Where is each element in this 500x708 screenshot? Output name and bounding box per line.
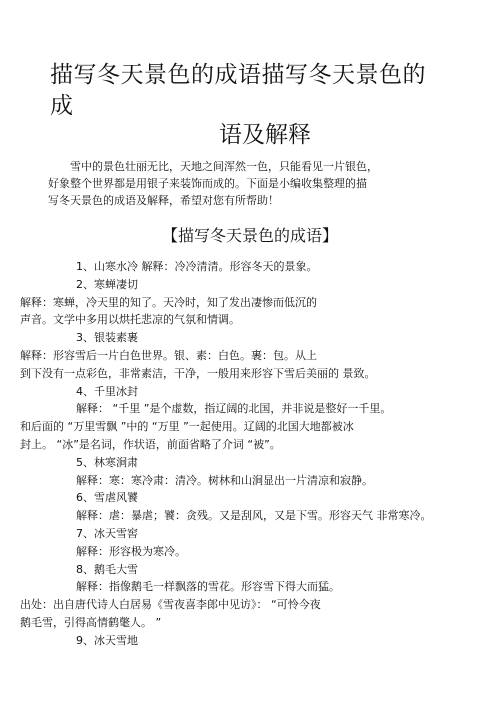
document-title-continued: 语及解释 — [219, 122, 311, 148]
body-line: 9、冰天雪地 — [76, 633, 138, 647]
body-line: 解释：寒：寒冷肃：清冷。树林和山涧显出一片清凉和寂静。 — [76, 473, 373, 487]
body-line: 到下没有一点彩色，非常素洁，干净，一般用来形容下雪后美丽的 景致。 — [20, 366, 376, 380]
intro-paragraph — [48, 158, 448, 209]
intro-line: 写冬天景色的成语及解释，希望对您有所帮助！ — [48, 194, 279, 207]
body-line: 和后面的 “万里雪飘 ”中的 “万里 ”一起使用。辽阔的北国大地都被冰 — [20, 420, 354, 434]
body-line: 6、雪虐风饕 — [76, 491, 138, 505]
body-line: 2、寒蝉凄切 — [76, 277, 138, 291]
body-line: 解释：寒蝉，冷天里的知了。天冷时，知了发出凄惨而低沉的 — [20, 295, 317, 309]
section-heading: 【描写冬天景色的成语】 — [161, 226, 338, 245]
body-line: 声音。文学中多用以烘托悲凉的气氛和情调。 — [20, 313, 240, 327]
body-line: 封上。 “冰”是名词，作状语，前面省略了介词 “被”。 — [20, 437, 281, 451]
body-line: 1、山寒水冷 解释：冷冷清清。形容冬天的景象。 — [76, 260, 318, 273]
body-line: 解释：形容极为寒冷。 — [76, 544, 186, 558]
title-line-2: 成 — [50, 93, 74, 119]
body-line: 7、冰天雪窖 — [76, 526, 138, 540]
intro-line: 好象整个世界都是用银子来装饰而成的。下面是小编收集整理的描 — [48, 177, 367, 190]
body-line: 解释： “千里 ”是个虚数，指辽阔的北国，并非说是整好一千里。 — [76, 402, 392, 416]
body-line: 解释：指像鹅毛一样飘落的雪花。形容雪下得大而猛。 — [76, 580, 340, 594]
intro-line: 雪中的景色壮丽无比，天地之间浑然一色，只能看见一片银色， — [70, 160, 378, 173]
document-title — [50, 60, 470, 122]
body-line: 解释：形容雪后一片白色世界。银、素：白色。裹：包。从上 — [20, 348, 317, 362]
body-line: 出处：出自唐代诗人白居易《雪夜喜李郎中见访》： “可怜今夜 — [20, 598, 321, 612]
body-line: 5、林寒涧肃 — [76, 455, 138, 469]
body-line: 4、千里冰封 — [76, 384, 138, 398]
body-line: 3、银装素裹 — [76, 331, 138, 345]
body-line: 8、鹅毛大雪 — [76, 562, 138, 576]
body-line: 鹅毛雪，引得高情鹤氅人。 ” — [20, 615, 162, 629]
body-line: 解释：虐：暴虐；饕：贪残。又是刮风，又是下雪。形容天气 非常寒冷。 — [76, 509, 432, 523]
title-line-1: 描写冬天景色的成语描写冬天景色的 — [50, 62, 426, 88]
idiom-list — [20, 258, 480, 650]
